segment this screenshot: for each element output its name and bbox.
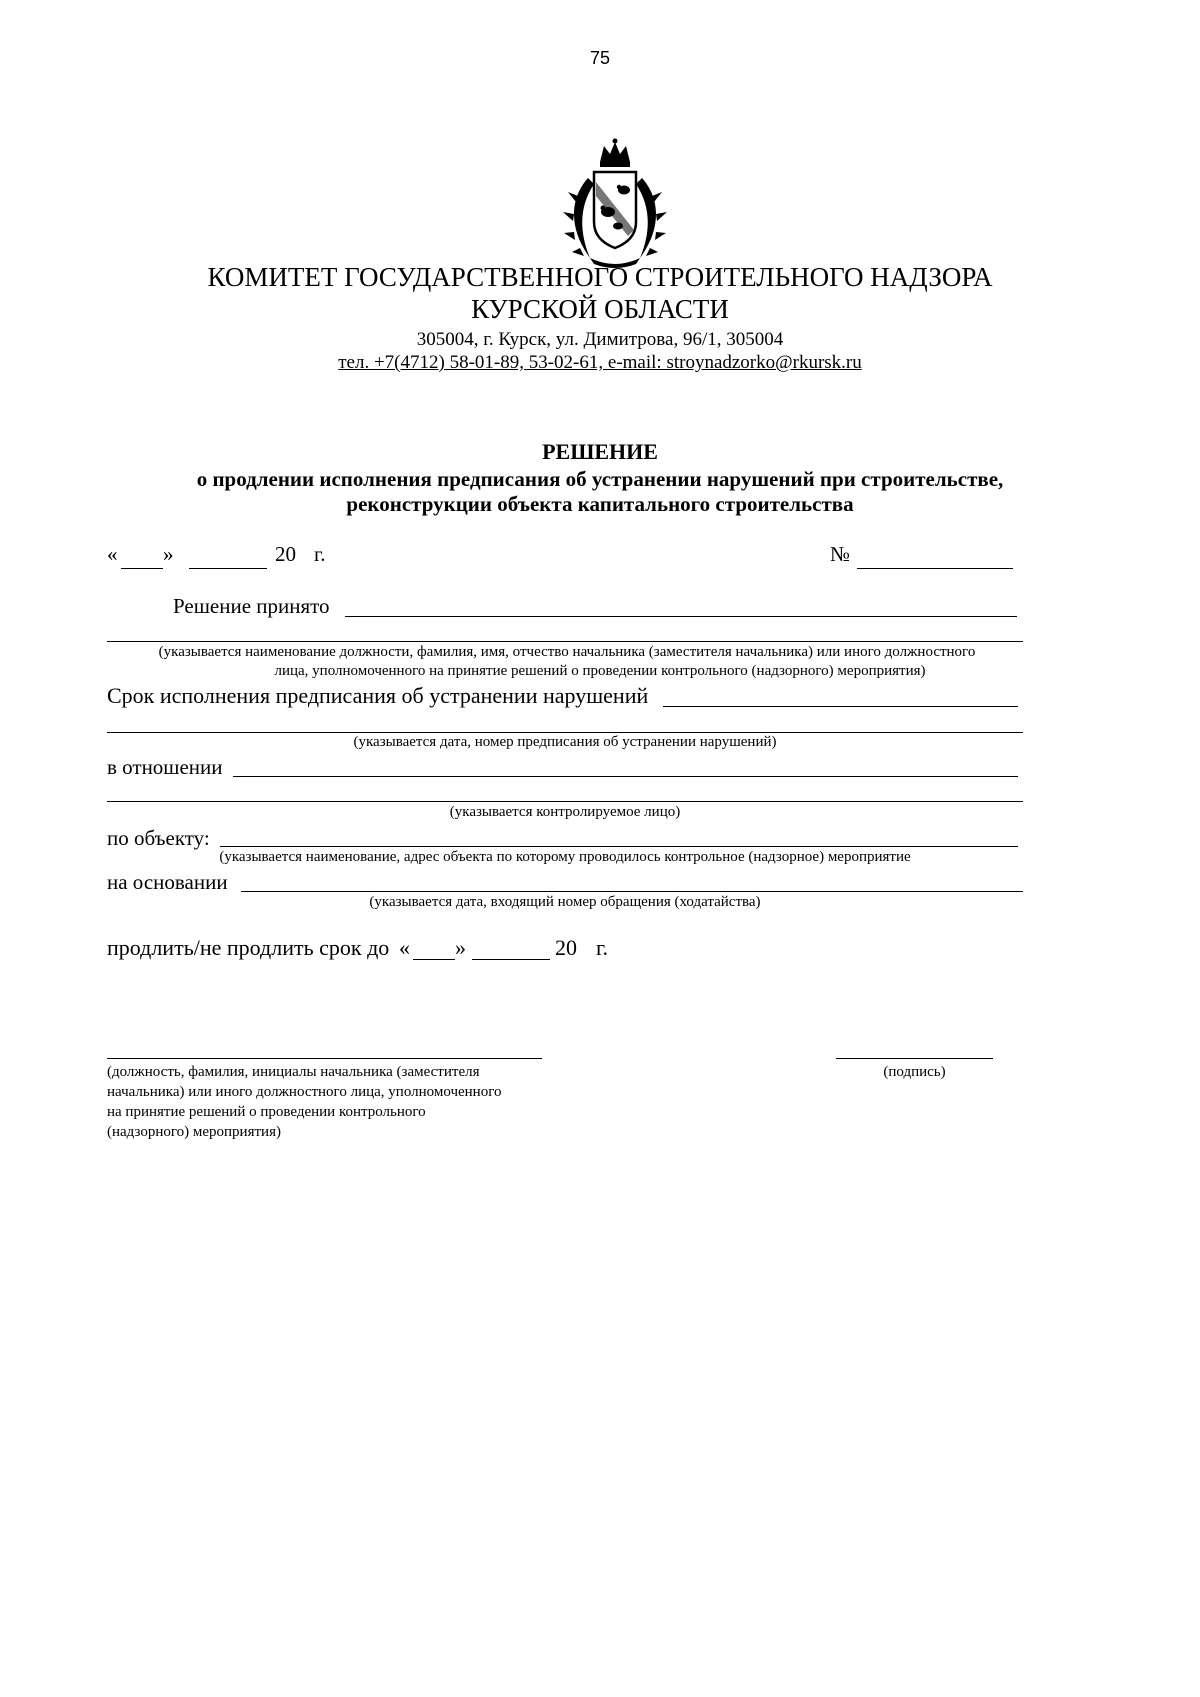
deadline-blank[interactable] (663, 706, 1018, 707)
extend-close-quote: » (455, 935, 466, 960)
deadline-label: Срок исполнения предписания об устранении нарушений (107, 683, 649, 708)
position-signature-line[interactable] (107, 1058, 542, 1059)
extend-day-blank[interactable] (413, 959, 455, 960)
document-number-blank[interactable] (857, 568, 1013, 569)
organization-name-line2: КУРСКОЙ ОБЛАСТИ (471, 294, 729, 324)
decision-blank[interactable] (345, 616, 1017, 617)
date-close-quote: » (163, 542, 174, 566)
decision-blank-line2[interactable] (107, 641, 1023, 642)
subject-label: в отношении (107, 755, 223, 779)
position-note-line: начальника) или иного должностного лица, уполномоченного (107, 1084, 502, 1100)
organization-address: 305004, г. Курск, ул. Димитрова, 96/1, 305004 (416, 329, 784, 350)
date-day-blank[interactable] (121, 568, 163, 569)
extend-open-quote: « (399, 935, 410, 960)
extend-year-prefix: 20 (555, 935, 577, 960)
basis-label: на основании (107, 870, 228, 894)
extend-label: продлить/не продлить срок до (107, 935, 390, 960)
object-blank[interactable] (220, 846, 1018, 847)
deadline-blank-line2[interactable] (107, 732, 1023, 733)
date-year-suffix: г. (314, 542, 326, 566)
extend-year-suffix: г. (596, 935, 609, 960)
contacts-wrapper (0, 352, 1200, 374)
position-note-line: (должность, фамилия, инициалы начальника (заместителя (107, 1064, 480, 1080)
basis-blank[interactable] (241, 891, 1023, 892)
organization-contacts: тел. +7(4712) 58-01-89, 53-02-61, e-mail: stroynadzorko@rkursk.ru (338, 352, 862, 373)
number-sign: № (830, 542, 851, 566)
subject-blank[interactable] (233, 776, 1018, 777)
document-subtitle-line1: о продлении исполнения предписания об устранении нарушений при строительстве, (196, 467, 1004, 491)
document-title: РЕШЕНИЕ (542, 439, 658, 464)
position-note-line: на принятие решений о проведении контрольного (107, 1104, 426, 1120)
deadline-hint: (указывается дата, номер предписания об устранении нарушений) (353, 734, 777, 750)
subject-hint: (указывается контролируемое лицо) (449, 804, 681, 820)
page-number: 75 (589, 48, 611, 68)
document-subtitle-line2: реконструкции объекта капитального строительства (346, 492, 854, 516)
position-note-line: (надзорного) мероприятия) (107, 1124, 281, 1140)
extend-month-blank[interactable] (472, 959, 550, 960)
object-hint: (указывается наименование, адрес объекта по которому проводилось контрольное (надзорное) мероприятие (219, 849, 911, 865)
decision-hint-line2: лица, уполномоченного на принятие решений о проведении контрольного (надзорного) мероприятия) (274, 663, 926, 679)
date-month-blank[interactable] (189, 568, 267, 569)
signature-line[interactable] (836, 1058, 993, 1059)
date-open-quote: « (107, 542, 118, 566)
position-note (107, 1062, 577, 1142)
organization-name-line1: КОМИТЕТ ГОСУДАРСТВЕННОГО СТРОИТЕЛЬНОГО НАДЗОРА (207, 262, 993, 292)
signature-note: (подпись) (883, 1064, 946, 1080)
date-year-prefix: 20 (275, 542, 296, 566)
decision-hint-line1: (указывается наименование должности, фамилия, имя, отчество начальника (заместителя начальника) или иного должностного (158, 644, 976, 660)
subject-blank-line2[interactable] (107, 801, 1023, 802)
coat-of-arms-emblem (560, 138, 670, 270)
basis-hint: (указывается дата, входящий номер обращения (ходатайства) (369, 894, 761, 910)
object-label: по объекту: (107, 826, 210, 850)
decision-label: Решение принято (173, 594, 330, 618)
